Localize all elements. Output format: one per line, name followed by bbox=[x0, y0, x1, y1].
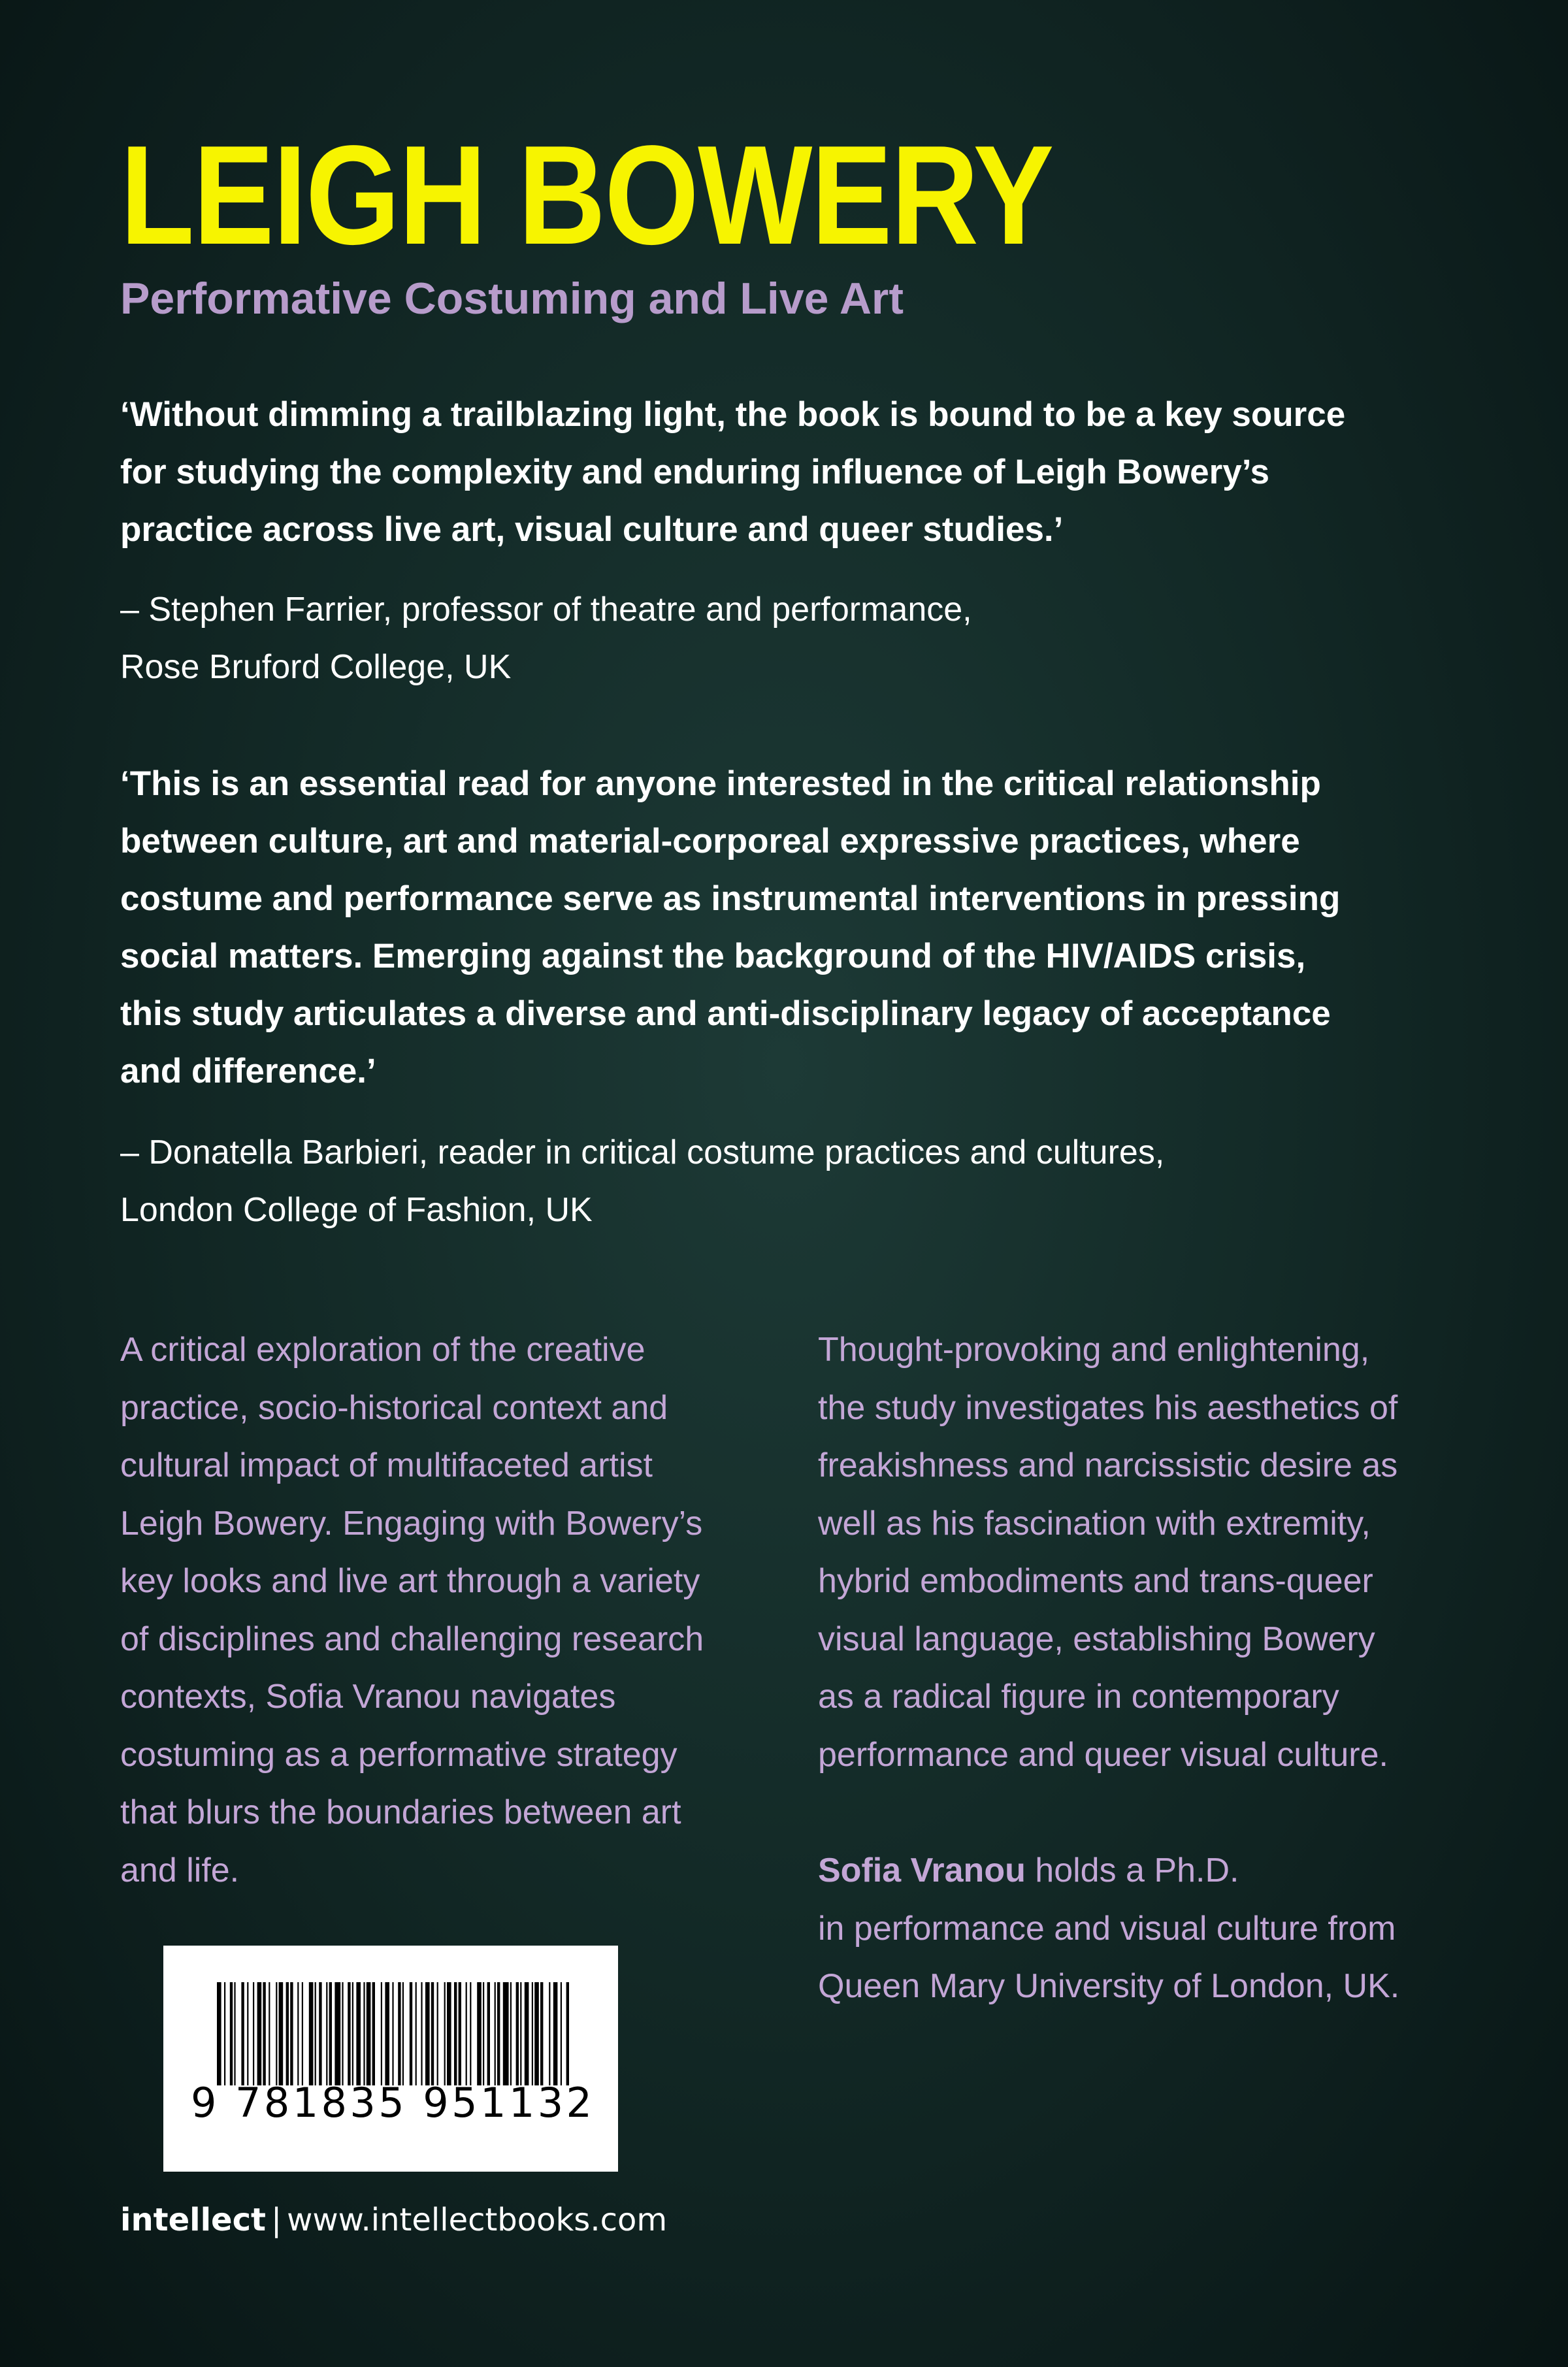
barcode-bar bbox=[444, 1982, 446, 2085]
attribution-line: – Stephen Farrier, professor of theatre and performance, bbox=[120, 591, 972, 628]
description-line: the study investigates his aesthetics of bbox=[818, 1388, 1398, 1427]
barcode-bar bbox=[230, 1982, 233, 2085]
barcode-bar bbox=[372, 1982, 375, 2085]
barcode-bar bbox=[516, 1982, 519, 2085]
barcode-bar bbox=[410, 1982, 412, 2085]
description-line: contexts, Sofia Vranou navigates bbox=[120, 1678, 616, 1716]
barcode-bar bbox=[329, 1982, 332, 2085]
description-right-column bbox=[818, 1321, 1471, 1784]
quote-1-attribution bbox=[120, 581, 1453, 696]
barcode-bar bbox=[431, 1982, 434, 2085]
description-line: well as his fascination with extremity, bbox=[818, 1504, 1371, 1543]
barcode-bar bbox=[302, 1982, 303, 2085]
quote-1-line: ‘Without dimming a trailblazing light, the book is bound to be a key source bbox=[120, 395, 1346, 434]
description-line: Leigh Bowery. Engaging with Bowery’s bbox=[120, 1504, 703, 1543]
barcode-bar bbox=[309, 1982, 314, 2085]
publisher-website[interactable]: www.intellectbooks.com bbox=[287, 2202, 668, 2238]
barcode-bar bbox=[315, 1982, 316, 2085]
description-line: A critical exploration of the creative bbox=[120, 1331, 645, 1369]
barcode-bar bbox=[553, 1982, 558, 2085]
isbn-barcode bbox=[163, 1946, 618, 2172]
quote-2-attribution bbox=[120, 1124, 1453, 1239]
description-line: costuming as a performative strategy bbox=[120, 1735, 678, 1774]
description-line: cultural impact of multifaceted artist bbox=[120, 1446, 653, 1484]
barcode-bar bbox=[477, 1982, 482, 2085]
author-bio bbox=[818, 1842, 1471, 2016]
barcode-bar bbox=[470, 1982, 471, 2085]
barcode-bar bbox=[279, 1982, 284, 2085]
quote-2-line: and difference.’ bbox=[120, 1052, 376, 1090]
barcode-bar bbox=[421, 1982, 422, 2085]
barcode-bar bbox=[286, 1982, 289, 2085]
description-line: visual language, establishing Bowery bbox=[818, 1620, 1375, 1658]
barcode-bar bbox=[540, 1982, 543, 2085]
barcode-bar bbox=[269, 1982, 270, 2085]
barcode-bar bbox=[234, 1982, 235, 2085]
barcode-bar bbox=[352, 1982, 353, 2085]
quote-2-line: costume and performance serve as instrumental interventions in pressing bbox=[120, 879, 1341, 918]
barcode-bar bbox=[534, 1982, 539, 2085]
barcode-bar bbox=[454, 1982, 457, 2085]
author-name: Sofia Vranou bbox=[818, 1852, 1026, 1889]
description-line: that blurs the boundaries between art bbox=[120, 1793, 681, 1831]
book-subtitle: Performative Costuming and Live Art bbox=[120, 274, 904, 323]
barcode-bar bbox=[402, 1982, 404, 2085]
description-line: performance and queer visual culture. bbox=[818, 1735, 1388, 1774]
author-bio-text: holds a Ph.D. bbox=[1025, 1852, 1239, 1889]
barcode-bar bbox=[483, 1982, 484, 2085]
quote-1-line: practice across live art, visual culture and queer studies.’ bbox=[120, 510, 1064, 549]
publisher-separator: | bbox=[270, 2202, 282, 2238]
description-line: key looks and live art through a variety bbox=[120, 1562, 700, 1600]
barcode-bar bbox=[549, 1982, 550, 2085]
publisher-footer bbox=[120, 2202, 667, 2238]
barcode-bar bbox=[319, 1982, 321, 2085]
barcode-bar bbox=[224, 1982, 225, 2085]
barcode-bar bbox=[348, 1982, 350, 2085]
barcode-bar bbox=[367, 1982, 371, 2085]
barcode-bar bbox=[495, 1982, 496, 2085]
attribution-line: Rose Bruford College, UK bbox=[120, 648, 512, 686]
barcode-bar bbox=[566, 1982, 569, 2085]
barcode-bar bbox=[466, 1982, 467, 2085]
description-line: practice, socio-historical context and bbox=[120, 1388, 668, 1427]
barcode-bar bbox=[497, 1982, 500, 2085]
barcode-bar bbox=[447, 1982, 451, 2085]
barcode-bar bbox=[385, 1982, 389, 2085]
barcode-bar bbox=[392, 1982, 393, 2085]
description-line: and life. bbox=[120, 1851, 240, 1889]
description-line: of disciplines and challenging research bbox=[120, 1620, 704, 1658]
barcode-bar bbox=[257, 1982, 262, 2085]
quote-1 bbox=[120, 386, 1453, 559]
author-bio-line: Queen Mary University of London, UK. bbox=[818, 1967, 1400, 2005]
barcode-graphic bbox=[163, 1946, 618, 2172]
barcode-bar bbox=[532, 1982, 533, 2085]
quote-2-line: between culture, art and material-corporeal expressive practices, where bbox=[120, 822, 1300, 860]
publisher-name: intellect bbox=[120, 2202, 266, 2238]
book-title: LEIGH BOWERY bbox=[120, 116, 1053, 274]
barcode-bar bbox=[276, 1982, 277, 2085]
barcode-bar bbox=[297, 1982, 299, 2085]
description-line: freakishness and narcissistic desire as bbox=[818, 1446, 1398, 1484]
barcode-bar bbox=[342, 1982, 343, 2085]
barcode-bar bbox=[398, 1982, 400, 2085]
barcode-bar bbox=[247, 1982, 248, 2085]
description-line: as a radical figure in contemporary bbox=[818, 1678, 1339, 1716]
barcode-bar bbox=[356, 1982, 361, 2085]
barcode-bar bbox=[217, 1982, 221, 2085]
author-bio-line: in performance and visual culture from bbox=[818, 1909, 1396, 1948]
barcode-bar bbox=[425, 1982, 430, 2085]
attribution-line: London College of Fashion, UK bbox=[120, 1191, 593, 1229]
barcode-bars bbox=[217, 1982, 569, 2085]
barcode-bar bbox=[503, 1982, 509, 2085]
barcode-bar bbox=[326, 1982, 327, 2085]
barcode-bar bbox=[520, 1982, 521, 2085]
barcode-bar bbox=[241, 1982, 244, 2085]
barcode-bar bbox=[290, 1982, 293, 2085]
barcode-bar bbox=[381, 1982, 382, 2085]
barcode-bar bbox=[253, 1982, 254, 2085]
barcode-bar bbox=[510, 1982, 512, 2085]
barcode-bar bbox=[487, 1982, 490, 2085]
barcode-bar bbox=[525, 1982, 529, 2085]
attribution-line: – Donatella Barbieri, reader in critical costume practices and cultures, bbox=[120, 1134, 1165, 1171]
barcode-bar bbox=[363, 1982, 365, 2085]
quote-2 bbox=[120, 755, 1453, 1100]
description-left-column bbox=[120, 1321, 774, 1899]
author-bio-line bbox=[818, 1842, 1471, 1900]
barcode-bar bbox=[561, 1982, 562, 2085]
barcode-bar bbox=[263, 1982, 265, 2085]
barcode-bar bbox=[416, 1982, 417, 2085]
barcode-digits: 9 781835 951132 bbox=[191, 2079, 592, 2127]
description-line: hybrid embodiments and trans-queer bbox=[818, 1562, 1373, 1600]
quote-1-line: for studying the complexity and enduring influence of Leigh Bowery’s bbox=[120, 453, 1269, 491]
quote-2-line: ‘This is an essential read for anyone interested in the critical relationship bbox=[120, 764, 1321, 803]
barcode-bar bbox=[437, 1982, 438, 2085]
description-line: Thought-provoking and enlightening, bbox=[818, 1331, 1370, 1369]
quote-2-line: this study articulates a diverse and anti-disciplinary legacy of acceptance bbox=[120, 994, 1331, 1033]
barcode-bar bbox=[459, 1982, 461, 2085]
quote-2-line: social matters. Emerging against the background of the HIV/AIDS crisis, bbox=[120, 937, 1306, 975]
barcode-bar bbox=[335, 1982, 340, 2085]
